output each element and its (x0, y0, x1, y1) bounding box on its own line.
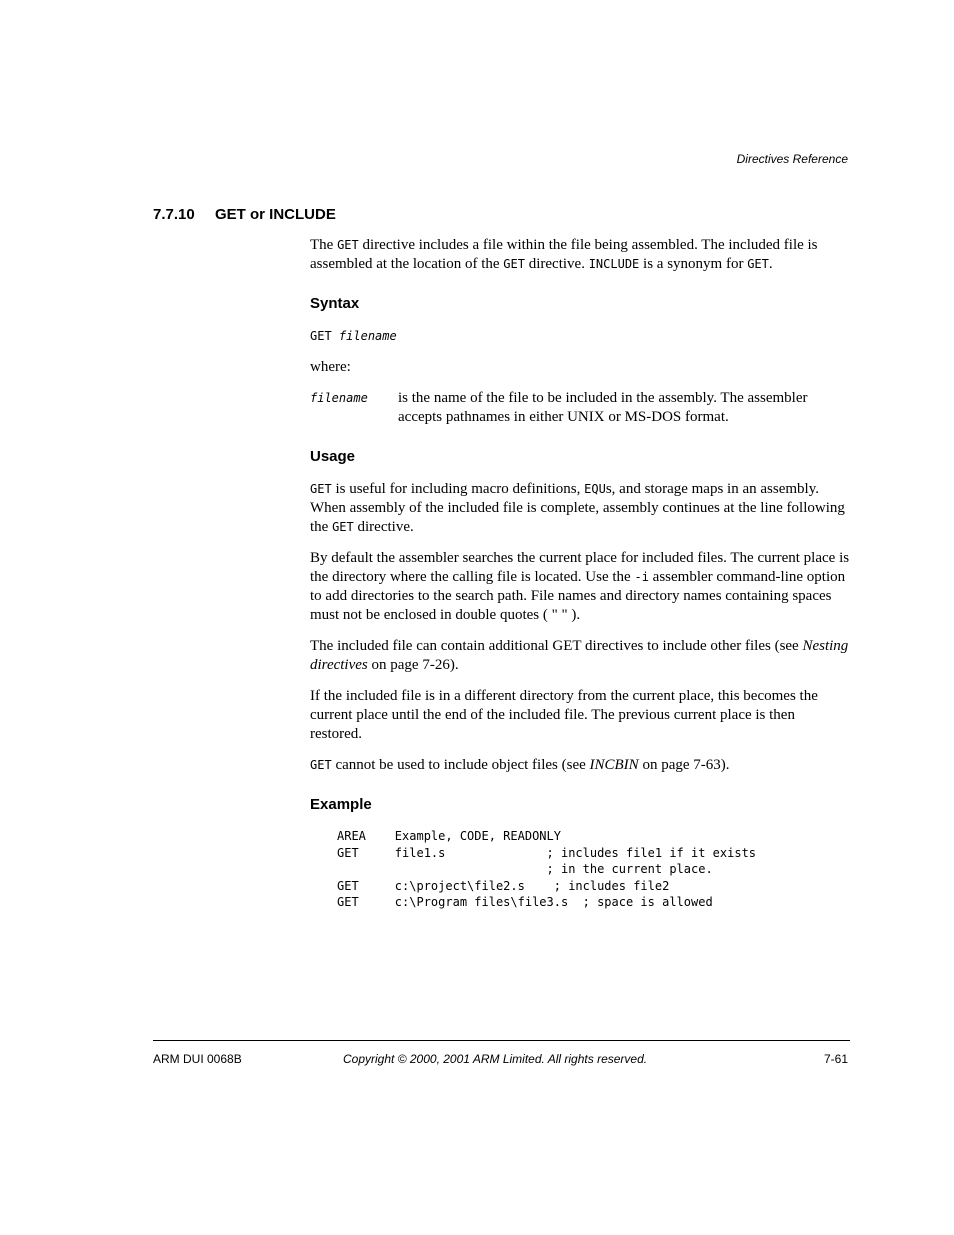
section-body (310, 236, 850, 911)
syntax-line (310, 327, 850, 346)
cross-reference: INCBIN (589, 757, 639, 773)
usage-paragraph-2: By default the assembler searches the current place for included files. The current place is the directory where the calling file is located. Use the -i assembler command-line option to add directories to the search path. File names and directory names containing spaces must not be enclosed in double quotes ( " " ). (310, 550, 850, 623)
inline-code: EQU (584, 482, 606, 496)
usage-heading: Usage (310, 448, 356, 465)
example-code-block: AREA Example, CODE, READONLY GET file1.s ; includes file1 if it exists ; in the current place. GET c:\project\file2.s ; includes file2 GET c:\Program files\file3.s ; space is allowed (337, 829, 757, 909)
footer-copyright: Copyright © 2000, 2001 ARM Limited. All rights reserved. (343, 1052, 648, 1066)
inline-code: GET (503, 257, 525, 271)
section-number: 7.7.10 (153, 206, 195, 223)
syntax-heading: Syntax (310, 295, 360, 312)
parameter-term: filename (310, 391, 368, 405)
parameter-description: is the name of the file to be included in the assembly. The assembler accepts pathnames in either UNIX or MS-DOS format. (398, 390, 808, 425)
running-header: Directives Reference (736, 152, 848, 166)
section-title: GET or INCLUDE (215, 206, 336, 223)
usage-paragraph-5: GET cannot be used to include object files (see INCBIN on page 7-63). (310, 757, 730, 773)
usage-paragraph-1: GET is useful for including macro definitions, EQUs, and storage maps in an assembly. When assembly of the included file is complete, assembly continues at the line following the GET directive. (310, 481, 845, 535)
footer-doc-id: ARM DUI 0068B (153, 1052, 242, 1066)
usage-paragraph-3: The included file can contain additional GET directives to include other files (see Nesting directives on page 7-26). (310, 638, 849, 673)
footer-rule (153, 1040, 850, 1041)
inline-code: -i (634, 570, 649, 584)
parameter-definition (310, 389, 850, 427)
intro-paragraph: The GET directive includes a file within the file being assembled. The included file is assembled at the location of the GET directive. INCLUDE is a synonym for GET. (310, 237, 818, 272)
where-label: where: (310, 359, 351, 375)
inline-code: GET (310, 758, 332, 772)
example-heading: Example (310, 796, 372, 813)
cross-reference: Nesting directives (310, 638, 849, 673)
syntax-param: filename (338, 329, 397, 343)
inline-code: GET (747, 257, 769, 271)
footer-page-number: 7-61 (823, 1052, 848, 1066)
section-heading (153, 206, 336, 223)
inline-code: GET (332, 520, 354, 534)
usage-paragraph-4: If the included file is in a different directory from the current place, this becomes the current place until the end of the included file. The previous current place is then restored. (310, 688, 818, 742)
syntax-keyword: GET (310, 329, 332, 343)
inline-code: INCLUDE (588, 257, 640, 271)
inline-code: GET (310, 482, 332, 496)
inline-code: GET (337, 238, 359, 252)
